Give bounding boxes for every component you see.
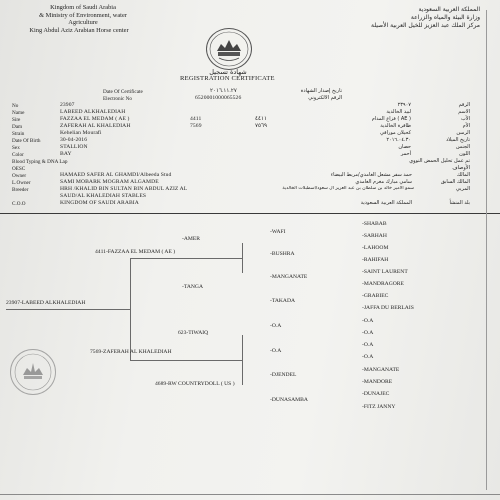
title-english: REGISTRATION CERTIFICATE (180, 75, 275, 82)
pedigree-sire-dam: -TANGA (182, 284, 203, 290)
owner-value-ar: حمد سفر مشعل الغامدي/مربط البيضاء (330, 172, 412, 178)
pedigree-dam: 7569-ZAFERAH AL KHALEDIAH (90, 349, 172, 355)
pedigree-gen3-7: -DJENDEL (270, 372, 297, 378)
header-en-line-4: King Abdul Aziz Arabian Horse center (29, 26, 129, 34)
strain-value-ar: كحيلان مورافي (380, 130, 411, 136)
dob-value: 30-04-2016 (60, 137, 88, 143)
pedigree-gen3-4: -TAKADA (270, 298, 296, 304)
name-value: LABEED ALKHALEDIAH (60, 109, 126, 115)
pedigree-gen1-bracket (130, 258, 131, 361)
pedigree-gen3-2: -BUSHRA (270, 251, 295, 257)
header-english (18, 4, 148, 34)
pedigree-gen4-13: -MANGANATE (362, 367, 400, 373)
sire-value-ar: ( AE ) فزاع المدام (371, 116, 411, 122)
pedigree-gen4-1: -SHABAB (362, 221, 387, 227)
header-ar-line-3: مركز الملك عبد العزيز للخيل العربية الأصيلة (371, 22, 480, 29)
sex-label-ar: الجنس (455, 144, 470, 150)
pedigree-gen4-16: -FITZ JANNY (362, 404, 396, 410)
breeder-value-2: SAUD/AL KHALEDIAH STABLES (60, 193, 147, 199)
dam-label-ar: الأم (462, 123, 470, 129)
no-label-ar: الرقم (458, 102, 470, 108)
title-arabic: شهادة تسجيل (209, 68, 247, 76)
section-divider (0, 213, 500, 214)
pedigree-gen4-6: -MANDRAGORE (362, 281, 404, 287)
pedigree-horse-line (6, 309, 130, 310)
pedigree-sire-line (130, 258, 242, 259)
no-value: 23907 (60, 102, 75, 108)
pedigree-gen4-4: -RAHIFAH (362, 257, 389, 263)
dam-value-ar: ظافرة الخالدية (380, 123, 411, 129)
descriptions-label-ar: الأوصاف (452, 165, 470, 171)
dam-label: Dam (12, 124, 23, 130)
lowner-value-ar: سامي مبارك مغرم الغامدي (355, 179, 412, 185)
header-en-line-2: & Ministry of Environment, water (39, 11, 127, 19)
header-en-line-3: Agriculture (68, 19, 98, 27)
pedigree-gen4-10: -O.A (362, 330, 374, 336)
coo-value: KINGDOM OF SAUDI ARABIA (60, 200, 139, 206)
pedigree-gen4-11: -O.A (362, 342, 374, 348)
no-value-ar: ٢٣٩٠٧ (397, 102, 411, 108)
blood-typing-label-ar: تم عمل تحليل الحمض النووي (409, 158, 470, 164)
date-label-ar: تاريخ إصدار الشهادة (300, 88, 342, 94)
date-value: ٢٠١٦.١١.٢٧ (210, 88, 237, 94)
pedigree-sire-bracket (242, 243, 243, 273)
pedigree-gen4-5: -SAINT LAURENT (362, 269, 408, 275)
pedigree-gen3-5: -O.A (270, 323, 282, 329)
name-label-ar: الاسم (458, 109, 470, 115)
sex-value-ar: حصان (398, 144, 411, 150)
owner-label: Owner (12, 173, 27, 179)
ministry-emblem (206, 28, 252, 70)
right-edge (486, 10, 487, 490)
electronic-label-ar: الرقم الالكتروني (308, 95, 342, 101)
pedigree-gen4-15: -DUNAJEC (362, 391, 390, 397)
pedigree-gen3-3: -MANGANATE (270, 274, 308, 280)
dam-number: 7569 (190, 123, 202, 129)
dam-value: ZAFERAH AL KHALEDIAH (60, 123, 131, 129)
owner-label-ar: المالك (456, 172, 470, 178)
sire-label-ar: الأب (461, 116, 470, 122)
pedigree-gen4-12: -O.A (362, 354, 374, 360)
pedigree-gen3-1: -WAFI (270, 229, 286, 235)
dam-number-ar: ٧٥٦٩ (255, 123, 268, 129)
sire-value: FAZZAA EL MEDAM ( AE ) (60, 116, 130, 122)
pedigree-sire-sire: -AMER (182, 236, 201, 242)
pedigree-gen4-14: -MANDORE (362, 379, 393, 385)
header-ar-line-2: وزارة البيئة والمياه والزراعة (410, 14, 480, 21)
electronic-label: Electronic No (103, 96, 132, 102)
color-value: BAY (60, 151, 72, 157)
strain-value: Kehelian Mourafi (60, 130, 102, 136)
header-ar-line-1: المملكة العربية السعودية (418, 6, 480, 13)
breeder-value-ar: سمو الأمير خالد بن سلطان بن عبد العزيز آل سعود/اسطبلات الخالدية (282, 186, 414, 191)
sire-number: 4411 (190, 116, 202, 122)
strain-label-ar: الرسن (456, 130, 470, 136)
pedigree-dam-bracket (242, 335, 243, 385)
pedigree-gen4-7: -GRABIEC (362, 293, 389, 299)
color-value-ar: أحمر (400, 151, 411, 157)
pedigree-dam-sire: 623-TIWAIQ (178, 330, 209, 336)
pedigree-dam-dam: 4689-RW COUNTRYDOLL ( US ) (155, 381, 235, 387)
header-en-line-1: Kingdom of Saudi Arabia (50, 4, 116, 11)
breeder-value-1: HRH /KHALID BIN SULTAN BIN ABDUL AZIZ AL (60, 186, 188, 192)
pedigree-gen4-2: -SARHAH (362, 233, 387, 239)
sex-label: Sex (12, 145, 20, 151)
center-watermark-seal (10, 349, 56, 395)
strain-label: Strain (12, 131, 25, 137)
color-label-ar: اللون (459, 151, 470, 157)
pedigree-dam-line (130, 360, 242, 361)
breeder-label: Breeder (12, 187, 29, 193)
date-label: Date Of Certificate (103, 89, 143, 95)
name-label: Name (12, 110, 25, 116)
electronic-value: 6520001000065526 (195, 95, 242, 101)
bottom-edge (0, 494, 500, 495)
lowner-value: SAMI MOBARK MOGRAM ALGAMDE (60, 179, 159, 185)
sex-value: STALLION (60, 144, 88, 150)
blood-typing-label: Blood Typing & DNA Lap (12, 159, 68, 165)
pedigree-horse: 23907-LABEED ALKHALEDIAH (6, 300, 86, 306)
pedigree-gen3-6: -O.A (270, 348, 282, 354)
breeder-label-ar: المربي (455, 186, 470, 192)
dob-value-ar: ٢٠١٦.٠٤.٣٠ (386, 137, 411, 143)
pedigree-gen4-9: -O.A (362, 318, 374, 324)
pedigree-gen4-8: -JAFFA DU BERLAIS (362, 305, 414, 311)
owner-value: HAMAED SAFER AL GHAMDI/Albeeda Stud (60, 172, 172, 178)
dob-label-ar: تاريخ الميلاد (445, 137, 470, 143)
header-arabic (330, 6, 480, 30)
lowner-label-ar: المالك السابق (440, 179, 470, 185)
coo-label: C.O.O (12, 201, 26, 207)
pedigree-sire: 4411-FAZZAA EL MEDAM ( AE ) (95, 249, 176, 255)
pedigree-gen3-8: -DUNASAMBA (270, 397, 308, 403)
color-label: Color (12, 152, 24, 158)
sire-number-ar: ٤٤١١ (255, 116, 268, 122)
sire-label: Sire (12, 117, 21, 123)
oesc-label: OESC (12, 166, 26, 172)
dob-label: Date Of Birth (12, 138, 41, 144)
no-label: No (12, 103, 19, 109)
coo-value-ar: المملكة العربية السعودية (360, 200, 412, 206)
name-value-ar: لبيد الخالدية (386, 109, 411, 115)
coo-label-ar: بلد المنشأ (449, 200, 470, 206)
pedigree-gen4-3: -LAHOOM (362, 245, 389, 251)
lowner-label: L.Owner (12, 180, 31, 186)
